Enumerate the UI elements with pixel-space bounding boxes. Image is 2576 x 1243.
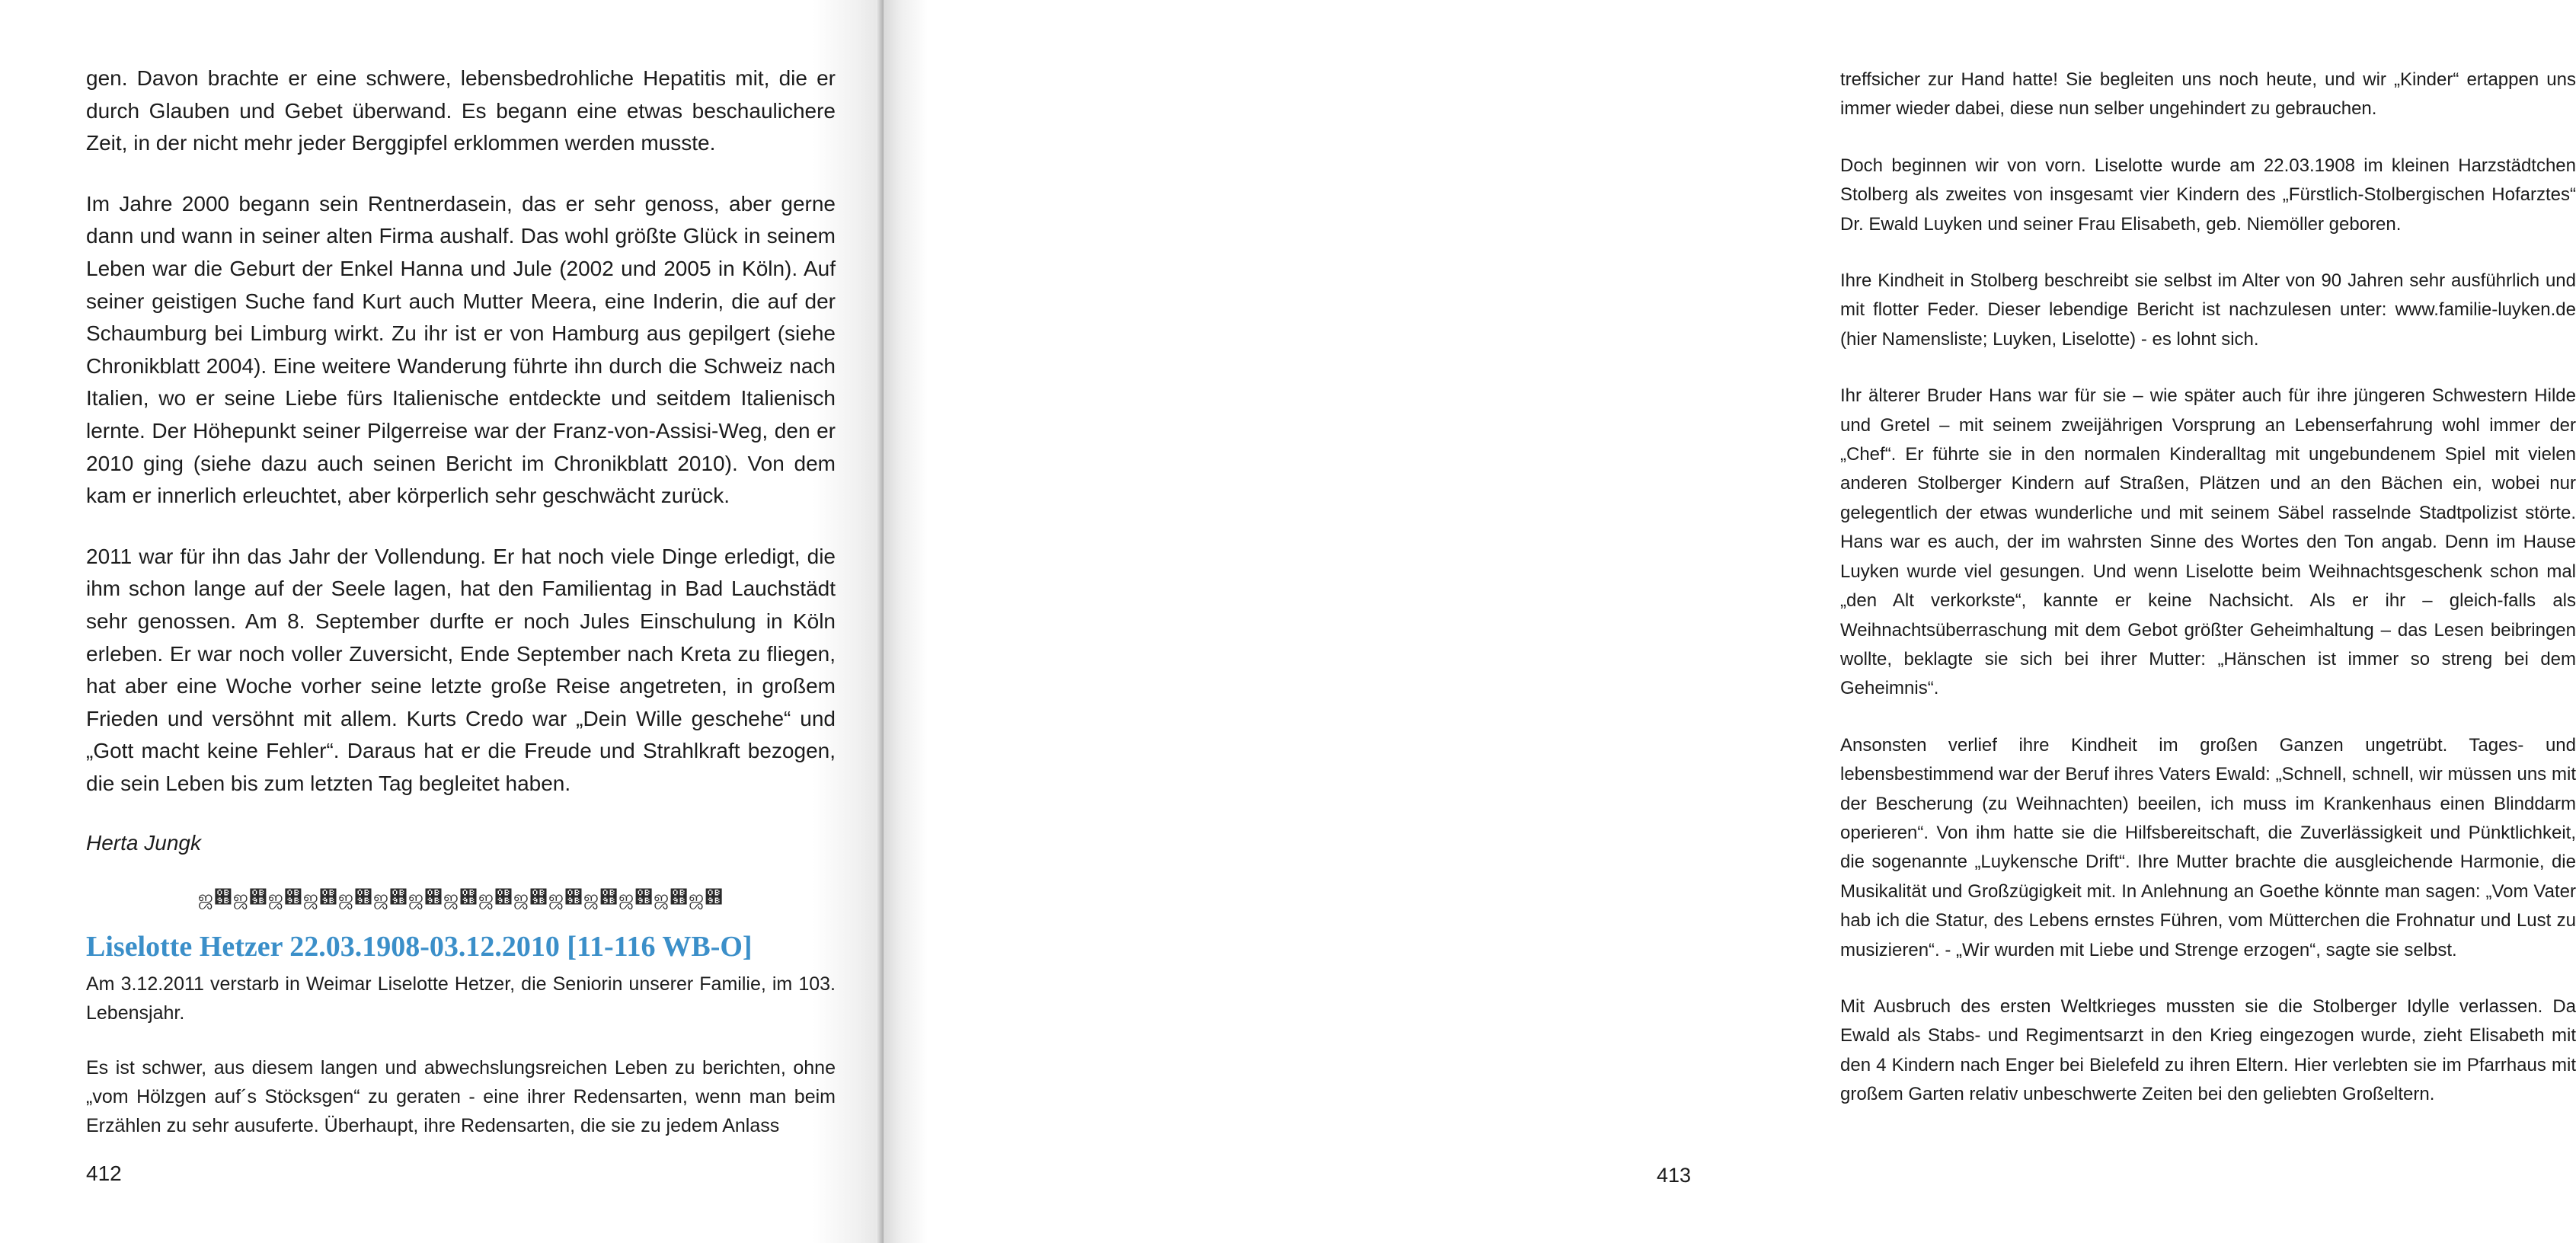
paragraph: Ihr älterer Bruder Hans war für sie – wie später auch für ihre jüngeren Schwestern Hilde und Gretel – mit seinem zweijährigen Vorsprung an Lebenserfahrung wohl immer der „Chef“. Er führte sie in den normalen Kinderalltag mit ungebundenem Spiel mit vielen anderen Stolberger Kindern auf Straßen, Plätzen und an den Bächen ein, wobei nur gelegentlich der etwas wunderliche und mit seinem Säbel rasselnde Stadtpolizist störte. Hans war es auch, der im wahrsten Sinne des Wortes den Ton angab. Denn im Hause Luyken wurde viel gesungen. Und wenn Liselotte beim Weihnachtsgeschenk schon mal „den Alt verkorkste“, kannte er keine Nachsicht. Als er ihr – gleich-falls als Weihnachtsüberraschung mit dem Gebot größter Geheimhaltung – das Lesen beibringen wollte, beklagte sie sich bei ihrer Mutter: „Hänschen ist immer so streng bei dem Geheimnis“. bbox=[1840, 385, 2576, 699]
right-text-column bbox=[1840, 66, 2576, 1137]
paragraph: Mit Ausbruch des ersten Weltkrieges mussten sie die Stolberger Idylle verlassen. Da Ewald als Stabs- und Regimentsarzt in den Krieg eingezogen wurde, zieht Elisabeth mit den 4 Kindern nach Enger bei Bielefeld zu ihren Eltern. Hier verlebten sie im Pfarrhaus mit großem Garten relativ unbeschwerte Zeiten bei den geliebten Großeltern. bbox=[1840, 995, 2576, 1105]
paragraph: 2011 war für ihn das Jahr der Vollendung. Er hat noch viele Dinge erledigt, die ihm schon lange auf der Seele lagen, hat den Familientag in Bad Lauchstädt sehr genossen. Am 8. September durfte er noch Jules Einschulung in Köln erleben. Er war noch voller Zuversicht, Ende September nach Kreta zu fliegen, hat aber eine Woche vorher seine letzte große Reise angetreten, in großem Frieden und versöhnt mit allem. Kurts Credo war „Dein Wille geschehe“ und „Gott macht keine Fehler“. Daraus hat er die Freude und Strahlkraft bezogen, die sein Leben bis zum letzten Tag begleitet haben. bbox=[86, 544, 836, 795]
ornament-divider: ஜ஛ஜ஛ஜ஛ஜ஛ஜ஛ஜ஛ஜ஛ஜ஛ஜ஛ஜ஛ஜ஛ஜ஛ஜ஛ஜ஛ஜ஛ bbox=[197, 887, 724, 909]
paragraph: gen. Davon brachte er eine schwere, lebensbedrohliche Hepatitis mit, die er durch Glauben und Gebet überwand. Es begann eine etwas beschaulichere Zeit, in der nicht mehr jeder Berggipfel erklommen werden musste. bbox=[86, 66, 836, 155]
paragraph: Im Jahre 2000 begann sein Rentnerdasein, das er sehr genoss, aber gerne dann und wann in seiner alten Firma aushalf. Das wohl größte Glück in seinem Leben war die Geburt der Enkel Hanna und Jule (2002 und 2005 in Köln). Auf seiner geistigen Suche fand Kurt auch Mutter Meera, eine Inderin, die auf der Schaumburg bei Limburg wirkt. Zu ihr ist er von Hamburg aus gepilgert (siehe Chronikblatt 2004). Eine weitere Wanderung führte ihn durch die Schweiz nach Italien, wo er seine Liebe fürs Italienische entdeckte und seitdem Italienisch lernte. Der Höhepunkt seiner Pilgerreise war der Franz-von-Assisi-Weg, den er 2010 ging (siehe dazu auch seinen Bericht im Chronikblatt 2010). Von dem kam er innerlich erleuchtet, aber körperlich sehr geschwächt zurück. bbox=[86, 191, 836, 508]
paragraph: Ansonsten verlief ihre Kindheit im großen Ganzen ungetrübt. Tages- und lebensbestimmend war der Beruf ihres Vaters Ewald: „Schnell, schnell, wir müssen uns mit der Bescherung (zu Weihnachten) beeilen, ich muss im Krankenhaus einen Blinddarm operieren“. Von ihm hatte sie die Hilfsbereitschaft, die Zuverlässigkeit und Pünktlichkeit, die sogenannte „Luykensche Drift“. Ihre Mutter brachte die ausgleichende Harmonie, die Musikalität und Großzügigkeit mit. In Anlehnung an Goethe könnte man sagen: „Vom Vater hab ich die Statur, des Lebens ernstes Führen, vom Mütterchen die Frohnatur und Lust zu musizieren“. - „Wir wurden mit Liebe und Strenge erzogen“, sagte sie selbst. bbox=[1840, 734, 2576, 960]
page-number-left: 412 bbox=[86, 1162, 122, 1185]
page-number-right: 413 bbox=[1656, 1164, 1691, 1187]
left-text-column bbox=[86, 62, 836, 1166]
left-page bbox=[0, 0, 884, 1243]
author-signature: Herta Jungk bbox=[86, 831, 201, 855]
paragraph: Es ist schwer, aus diesem langen und abwechslungsreichen Leben zu berichten, ohne „vom Hölzgen auf´s Stöcksgen“ zu geraten - eine ihrer Redensarten, wenn man beim Erzählen zu sehr ausuferte. Überhaupt, ihre Redensarten, die sie zu jedem Anlass bbox=[86, 1057, 836, 1137]
paragraph: Am 3.12.2011 verstarb in Weimar Liselotte Hetzer, die Seniorin unserer Familie, im 103. Lebensjahr. bbox=[86, 973, 836, 1024]
section-heading: Liselotte Hetzer 22.03.1908-03.12.2010 [11-116 WB-O] bbox=[86, 931, 753, 963]
right-page bbox=[884, 0, 2576, 1243]
paragraph: Ihre Kindheit in Stolberg beschreibt sie selbst im Alter von 90 Jahren sehr ausführlich und mit flotter Feder. Dieser lebendige Bericht ist nachzulesen unter: www.familie-luyken.de (hier Namensliste; Luyken, Liselotte) - es lohnt sich. bbox=[1840, 270, 2576, 350]
paragraph: Doch beginnen wir von vorn. Liselotte wurde am 22.03.1908 im kleinen Harzstädtchen Stolberg als zweites von insgesamt vier Kindern des „Fürstlich-Stolbergischen Hofarztes“ Dr. Ewald Luyken und seiner Frau Elisabeth, geb. Niemöller geboren. bbox=[1840, 155, 2576, 235]
paragraph: treffsicher zur Hand hatte! Sie begleiten uns noch heute, und wir „Kinder“ ertappen uns immer wieder dabei, diese nun selber ungehindert zu gebrauchen. bbox=[1840, 69, 2576, 120]
